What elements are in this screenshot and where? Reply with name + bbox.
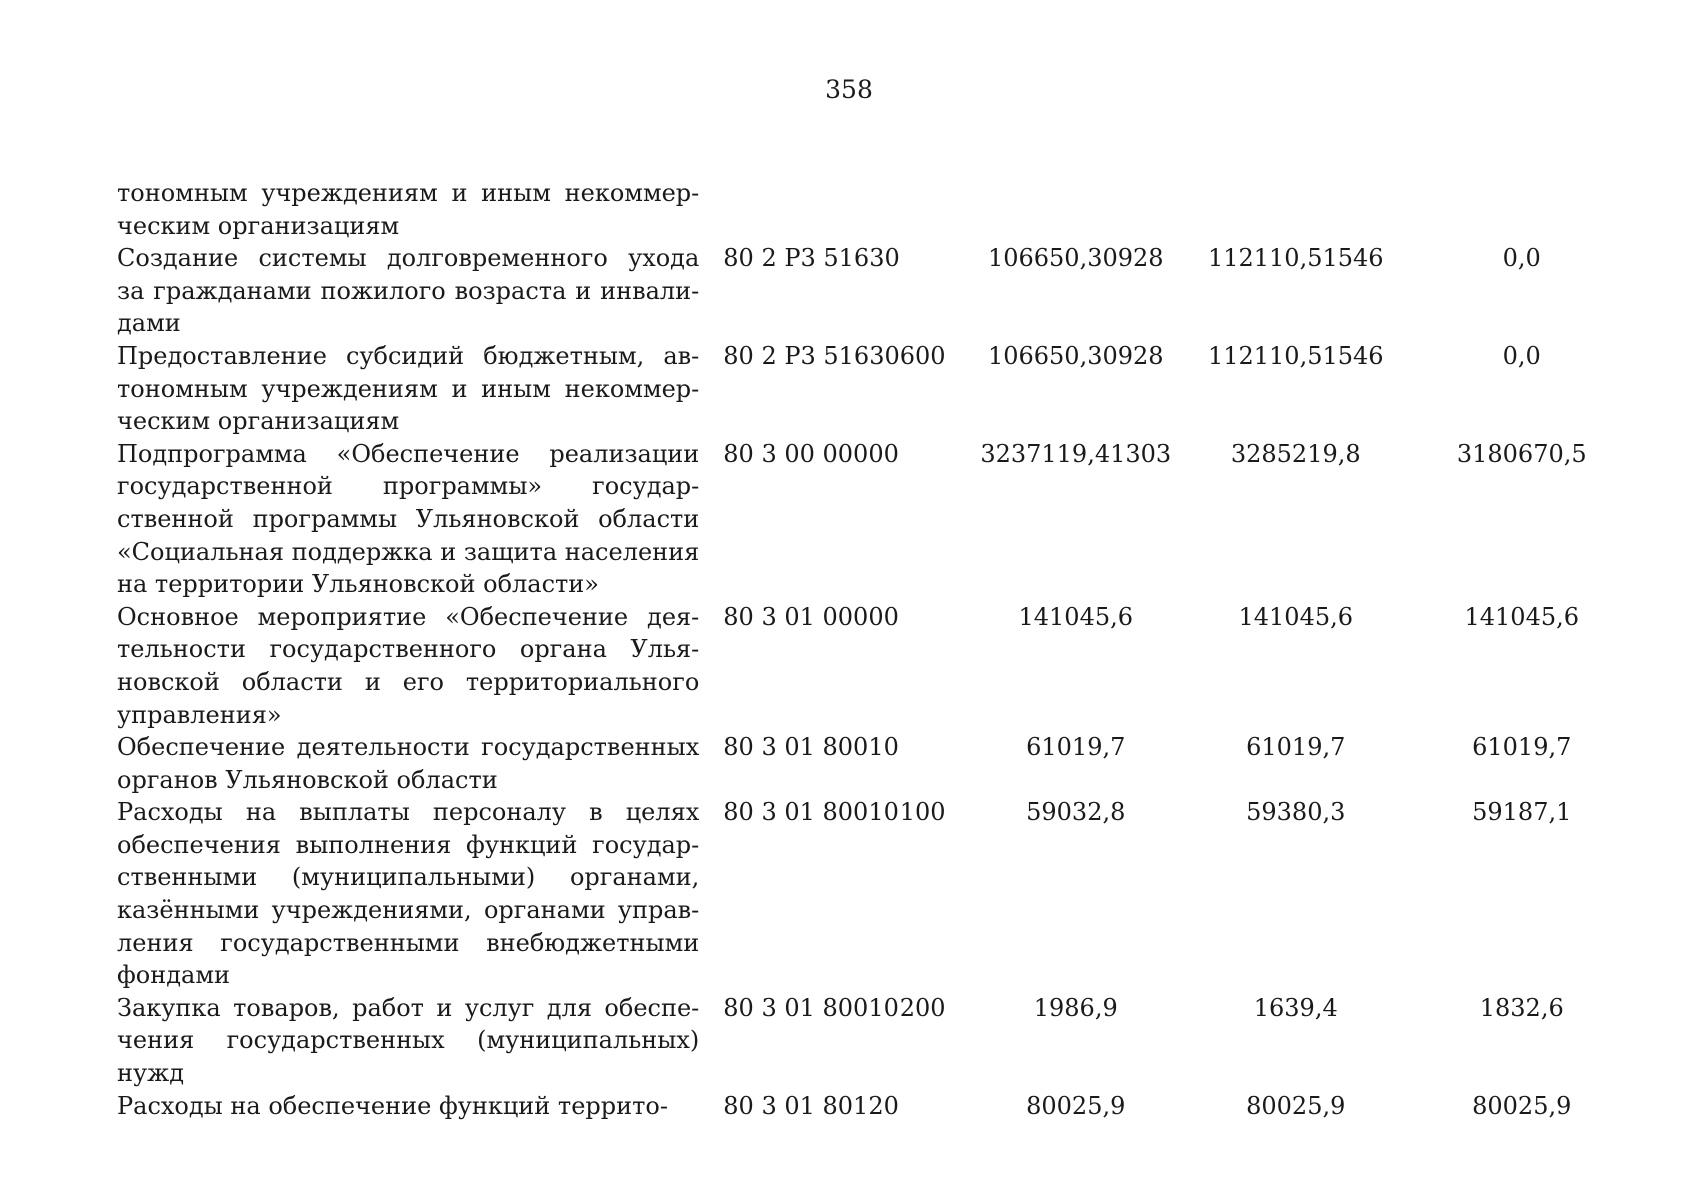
row-name-line: ческим организациям	[117, 211, 400, 240]
row-expense-type-cell	[900, 438, 966, 601]
row-name-line: Закупка товаров, работ и услуг для обеспе-	[117, 993, 700, 1022]
row-name-line: ственными (муниципальными) органами,	[117, 863, 700, 892]
table-row	[117, 177, 1638, 242]
row-year1-amount: 106650,30928	[987, 341, 1164, 370]
table-row	[117, 796, 1638, 992]
row-name-line: органов Ульяновской области	[117, 765, 498, 794]
row-year2-amount: 112110,51546	[1207, 341, 1384, 370]
row-year1-amount	[966, 177, 1186, 242]
row-year3-amount: 1832,6	[1479, 993, 1564, 1022]
row-year2-amount: 80025,9	[1246, 1091, 1346, 1120]
row-year3-amount: 0,0	[1502, 341, 1541, 370]
row-name-line: на территории Ульяновской области»	[117, 570, 599, 599]
row-year1-amount: 106650,30928	[987, 244, 1164, 273]
row-name-cell	[117, 731, 713, 796]
table-row	[117, 242, 1638, 340]
row-name-cell	[117, 601, 713, 731]
row-name-line: новской области и его территориального	[117, 667, 700, 696]
table-row	[117, 340, 1638, 438]
row-name-line: ственной программы Ульяновской области	[117, 504, 700, 533]
row-name-line: казёнными учреждениями, органами управ-	[117, 896, 700, 925]
row-name-line: ления государственными внебюджетными	[117, 928, 700, 957]
row-name-line: тономным учреждениям и иным некоммер-	[117, 179, 700, 207]
page-number: 358	[825, 75, 873, 104]
row-code-cell: 80 2 Р3 51630	[723, 244, 900, 273]
row-name-cell	[117, 796, 713, 992]
row-name-line: Расходы на обеспечение функций террито-	[117, 1091, 668, 1120]
row-year1-amount: 141045,6	[1018, 602, 1133, 631]
row-expense-type-cell	[900, 731, 966, 796]
row-year3-amount: 61019,7	[1472, 733, 1572, 762]
row-code-cell: 80 3 01 80010	[723, 993, 899, 1022]
table-row	[117, 1090, 1638, 1123]
row-year2-amount: 141045,6	[1238, 602, 1353, 631]
row-name-line: чения государственных (муниципальных)	[117, 1026, 700, 1055]
table-row	[117, 731, 1638, 796]
row-name-line: Обеспечение деятельности государственных	[117, 733, 700, 762]
row-name-cell	[117, 992, 713, 1090]
row-name-line: фондами	[117, 961, 230, 990]
row-name-line: обеспечения выполнения функций государ-	[117, 830, 700, 859]
table-row	[117, 992, 1638, 1090]
row-year3-amount: 80025,9	[1472, 1091, 1572, 1120]
row-name-line: «Социальная поддержка и защита населения	[117, 537, 700, 566]
row-year3-amount: 0,0	[1502, 244, 1541, 273]
row-name-line: нужд	[117, 1059, 184, 1088]
row-year3-amount: 3180670,5	[1456, 439, 1587, 468]
row-year3-amount: 59187,1	[1472, 798, 1572, 827]
table-body	[117, 177, 1638, 1122]
row-expense-type-cell	[900, 177, 966, 242]
row-year1-amount: 59032,8	[1026, 798, 1126, 827]
row-expense-type-cell: 100	[899, 798, 946, 827]
row-year2-amount: 59380,3	[1246, 798, 1346, 827]
row-expense-type-cell: 200	[899, 993, 946, 1022]
row-year1-amount: 80025,9	[1026, 1091, 1126, 1120]
row-name-line: тономным учреждениям и иным некоммер-	[117, 374, 700, 403]
row-year2-amount: 3285219,8	[1230, 439, 1361, 468]
row-expense-type-cell	[900, 1090, 966, 1123]
row-name-line: Предоставление субсидий бюджетным, ав-	[117, 341, 700, 370]
table-row	[117, 438, 1638, 601]
row-code-cell: 80 3 01 00000	[723, 602, 899, 631]
row-year2-amount: 61019,7	[1246, 733, 1346, 762]
row-name-line: Основное мероприятие «Обеспечение дея-	[117, 602, 700, 631]
row-name-line: тельности государственного органа Улья-	[117, 635, 700, 664]
row-name-cell	[117, 340, 713, 438]
row-name-line: государственной программы» государ-	[117, 472, 700, 501]
row-name-cell	[117, 1090, 713, 1123]
row-code-cell: 80 3 01 80010	[723, 798, 899, 827]
row-name-line: Подпрограмма «Обеспечение реализации	[117, 439, 700, 468]
row-name-cell	[117, 242, 713, 340]
row-code-cell: 80 2 Р3 51630	[723, 341, 900, 370]
row-year1-amount: 61019,7	[1026, 733, 1126, 762]
row-expense-type-cell: 600	[899, 341, 946, 370]
row-name-line: Создание системы долговременного ухода	[117, 244, 700, 273]
row-name-line: Расходы на выплаты персоналу в целях	[117, 798, 700, 827]
row-year2-amount	[1186, 177, 1406, 242]
row-name-line: управления»	[117, 700, 282, 729]
row-name-line: дами	[117, 309, 181, 338]
row-code-cell: 80 3 00 00000	[723, 439, 899, 468]
table-row	[117, 601, 1638, 731]
row-code-cell	[713, 177, 899, 242]
row-year1-amount: 3237119,41303	[980, 439, 1172, 468]
row-year3-amount	[1406, 177, 1638, 242]
budget-table	[117, 177, 1638, 1122]
row-code-cell: 80 3 01 80120	[723, 1091, 899, 1120]
row-year2-amount: 1639,4	[1253, 993, 1338, 1022]
row-name-line: за гражданами пожилого возраста и инвали-	[117, 276, 700, 305]
row-year3-amount: 141045,6	[1464, 602, 1579, 631]
row-expense-type-cell	[900, 242, 966, 340]
row-expense-type-cell	[900, 601, 966, 731]
row-code-cell: 80 3 01 80010	[723, 733, 899, 762]
row-name-cell	[117, 438, 713, 601]
row-name-line: ческим организациям	[117, 407, 400, 436]
row-name-cell	[117, 177, 713, 242]
row-year1-amount: 1986,9	[1033, 993, 1118, 1022]
row-year2-amount: 112110,51546	[1207, 244, 1384, 273]
